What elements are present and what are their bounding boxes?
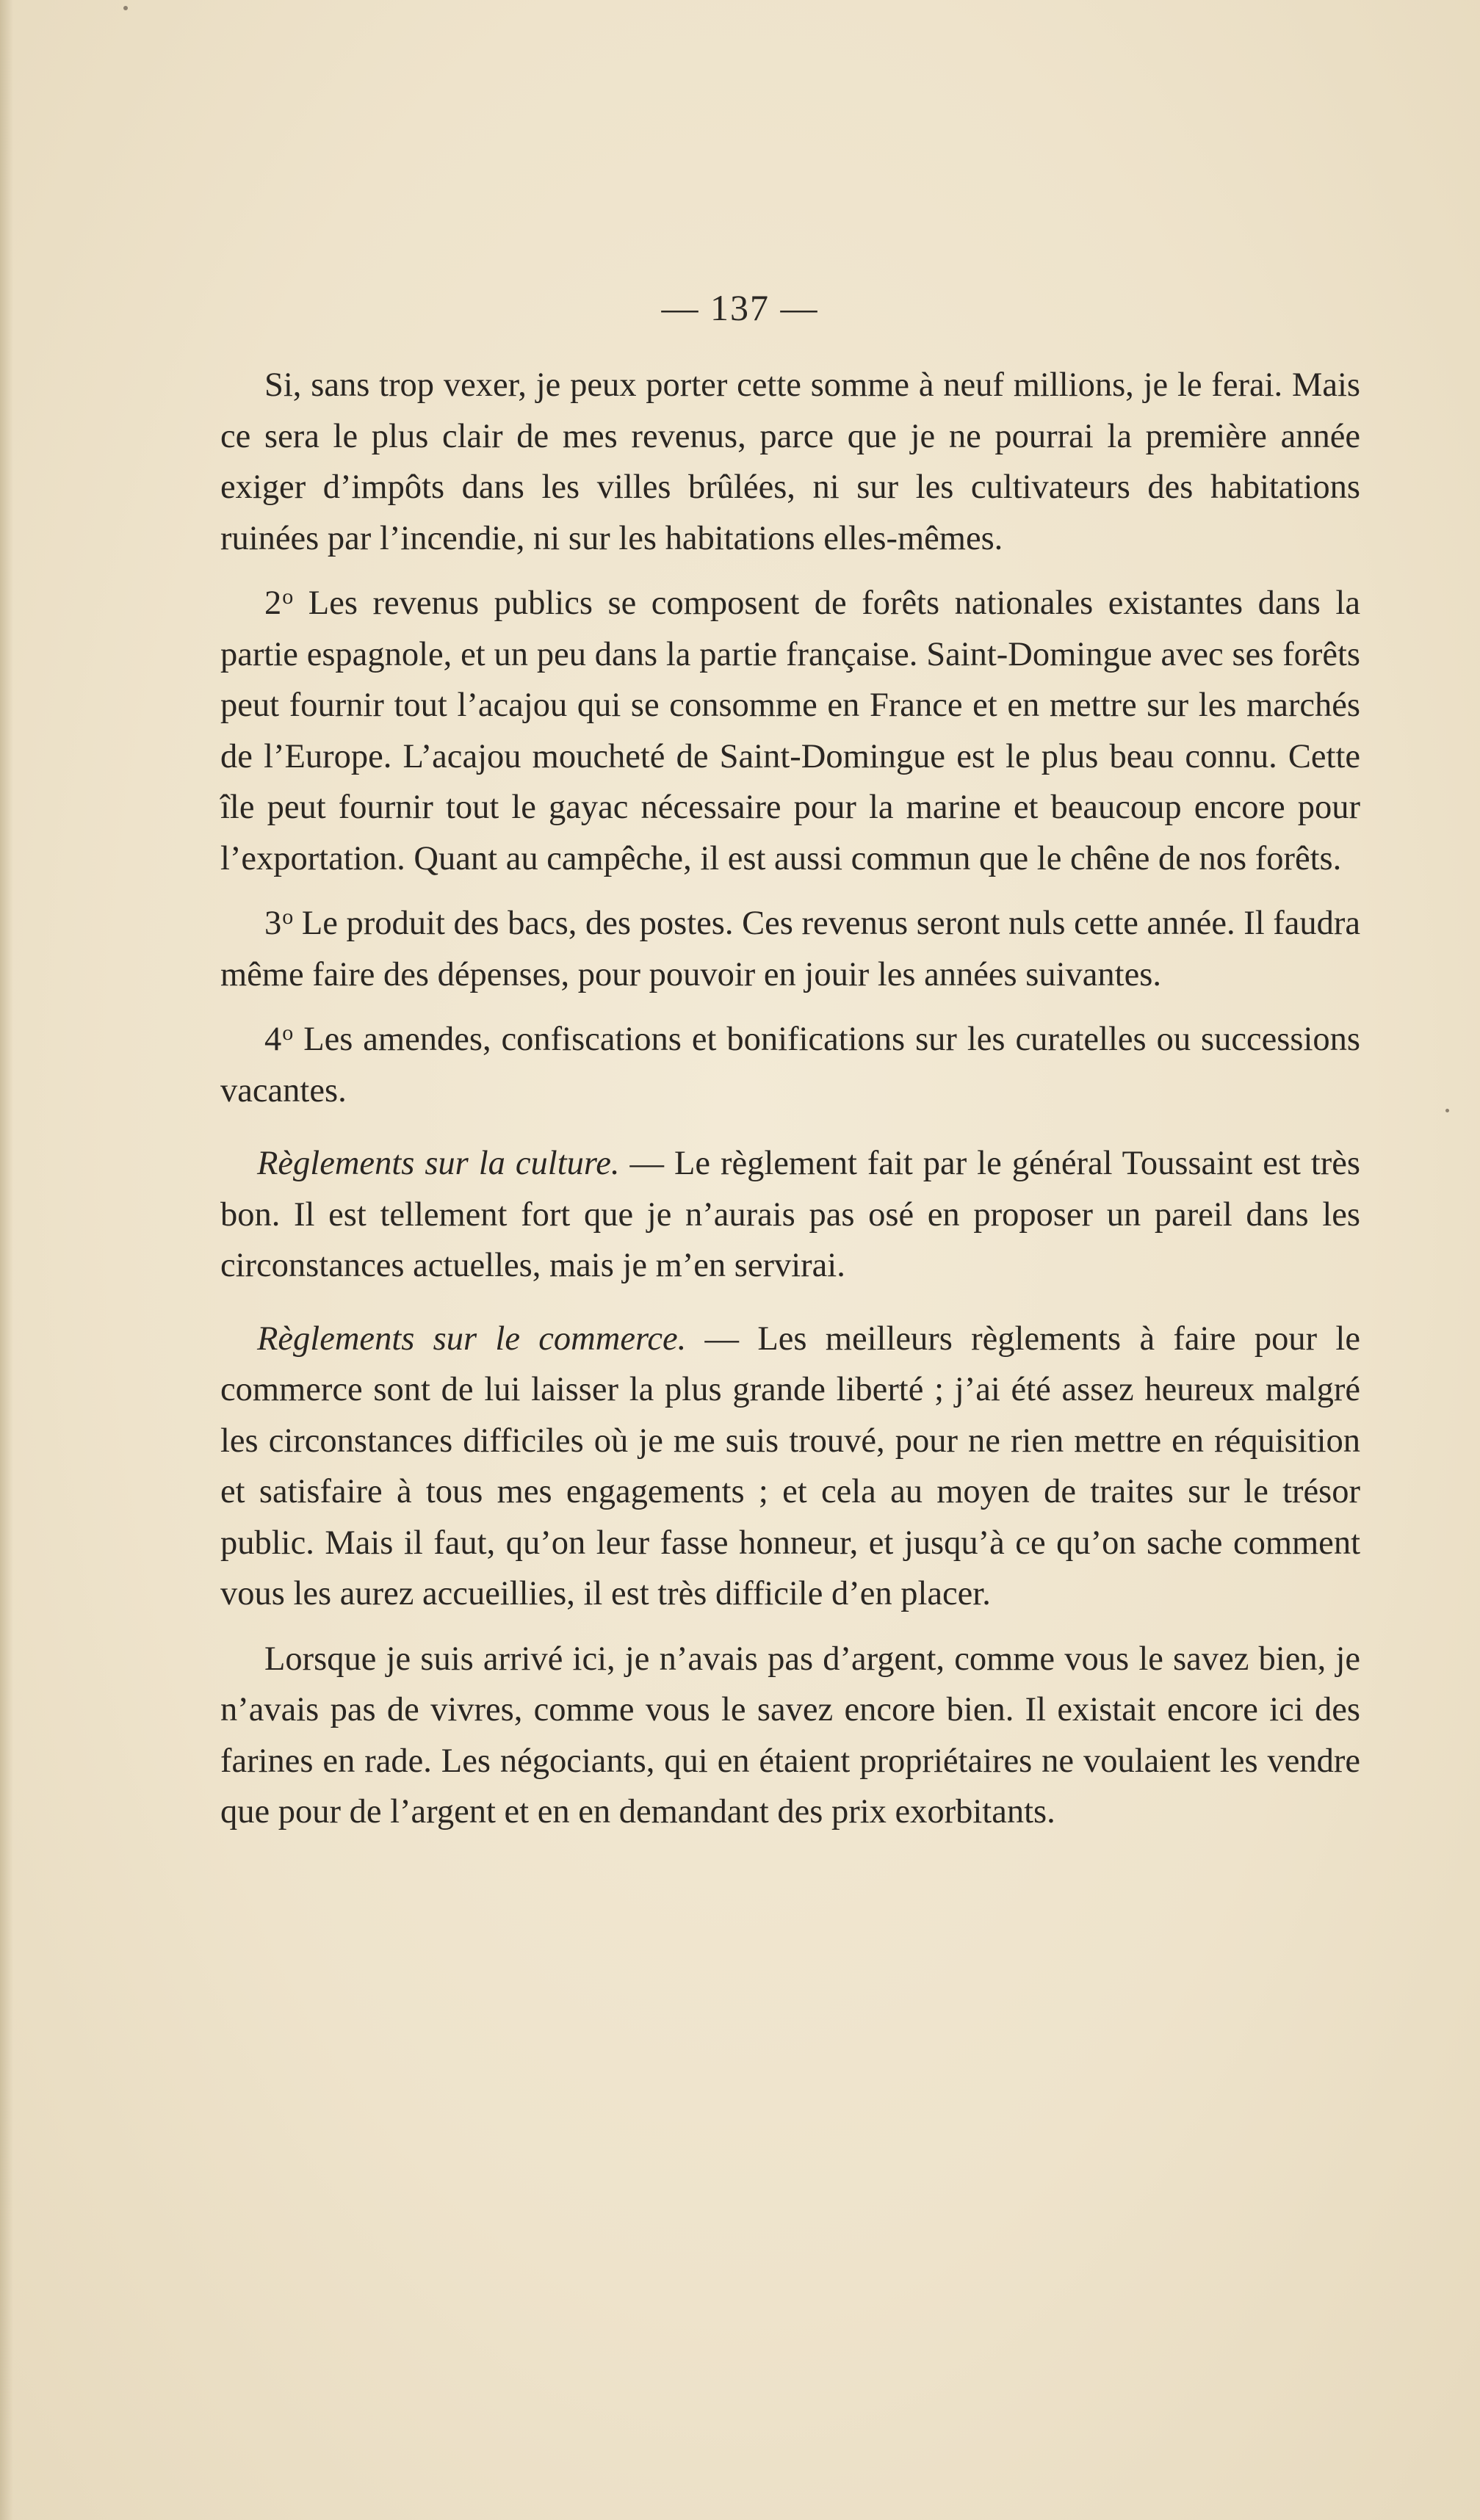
paragraph-commerce: Règlements sur le commerce. — Les meilleurs règlements à faire pour le commerce sont de lui laisser la plus grande liberté ; j’ai été assez heureux malgré les circonstances difficiles où je me suis trouvé, pour ne rien mettre en réquisition et satisfaire à tous mes engagements ; et cela au moyen de traites sur le trésor public. Mais il faut, qu’on leur fasse honneur, et jusqu’à ce qu’on sache comment vous les aurez accueillies, il est très difficile d’en placer. bbox=[220, 1319, 1360, 1612]
paragraph-3: 3$^o$ Le produit des bacs, des postes. Ces revenus seront nuls cette année. Il faudra même faire des dépenses, pour pouvoir en jouir les années suivantes. bbox=[220, 905, 1360, 993]
paragraph-culture: Règlements sur la culture. — Le règlement fait par le général Toussaint est très bon. Il est tellement fort que je n’aurais pas osé en proposer un pareil dans les circonstances actuelles, mais je m’en servirai. bbox=[220, 1145, 1360, 1284]
section-heading-commerce: Règlements sur le commerce. bbox=[257, 1319, 687, 1358]
paragraph-1: Si, sans trop vexer, je peux porter cette somme à neuf millions, je le ferai. Mais ce sera le plus clair de mes revenus, parce que je ne pourrai la première année exiger d’impôts dans les villes brûlées, ni sur les cultivateurs des habitations ruinées par l’incendie, ni sur les habitations elles-mêmes. bbox=[220, 366, 1360, 557]
page-edge-shadow bbox=[0, 0, 13, 2520]
body-text bbox=[220, 360, 1360, 1838]
paragraph-2: 2$^o$ Les revenus publics se composent de forêts nationales existantes dans la partie espagnole, et un peu dans la partie française. Saint-Domingue avec ses forêts peut fournir tout l’acajou qui se consomme en France et en mettre sur les marchés de l’Europe. L’acajou moucheté de Saint-Domingue est le plus beau connu. Cette île peut fournir tout le gayac nécessaire pour la marine et beaucoup encore pour l’exportation. Quant au campêche, il est aussi commun que le chêne de nos forêts. bbox=[220, 584, 1360, 877]
paper-speck bbox=[123, 6, 128, 10]
page-number: — 137 — bbox=[661, 287, 819, 328]
paragraph-7: Lorsque je suis arrivé ici, je n’avais pas d’argent, comme vous le savez bien, je n’avais pas de vivres, comme vous le savez encore bien. Il existait encore ici des farines en rade. Les négociants, qui en étaient propriétaires ne voulaient les vendre que pour de l’argent et en en demandant des prix exorbitants. bbox=[220, 1640, 1360, 1831]
paper-speck bbox=[1445, 1109, 1449, 1112]
section-heading-culture: Règlements sur la culture. bbox=[257, 1145, 620, 1182]
paragraph-4: 4$^o$ Les amendes, confiscations et bonifications sur les curatelles ou successions vacantes. bbox=[220, 1021, 1360, 1109]
